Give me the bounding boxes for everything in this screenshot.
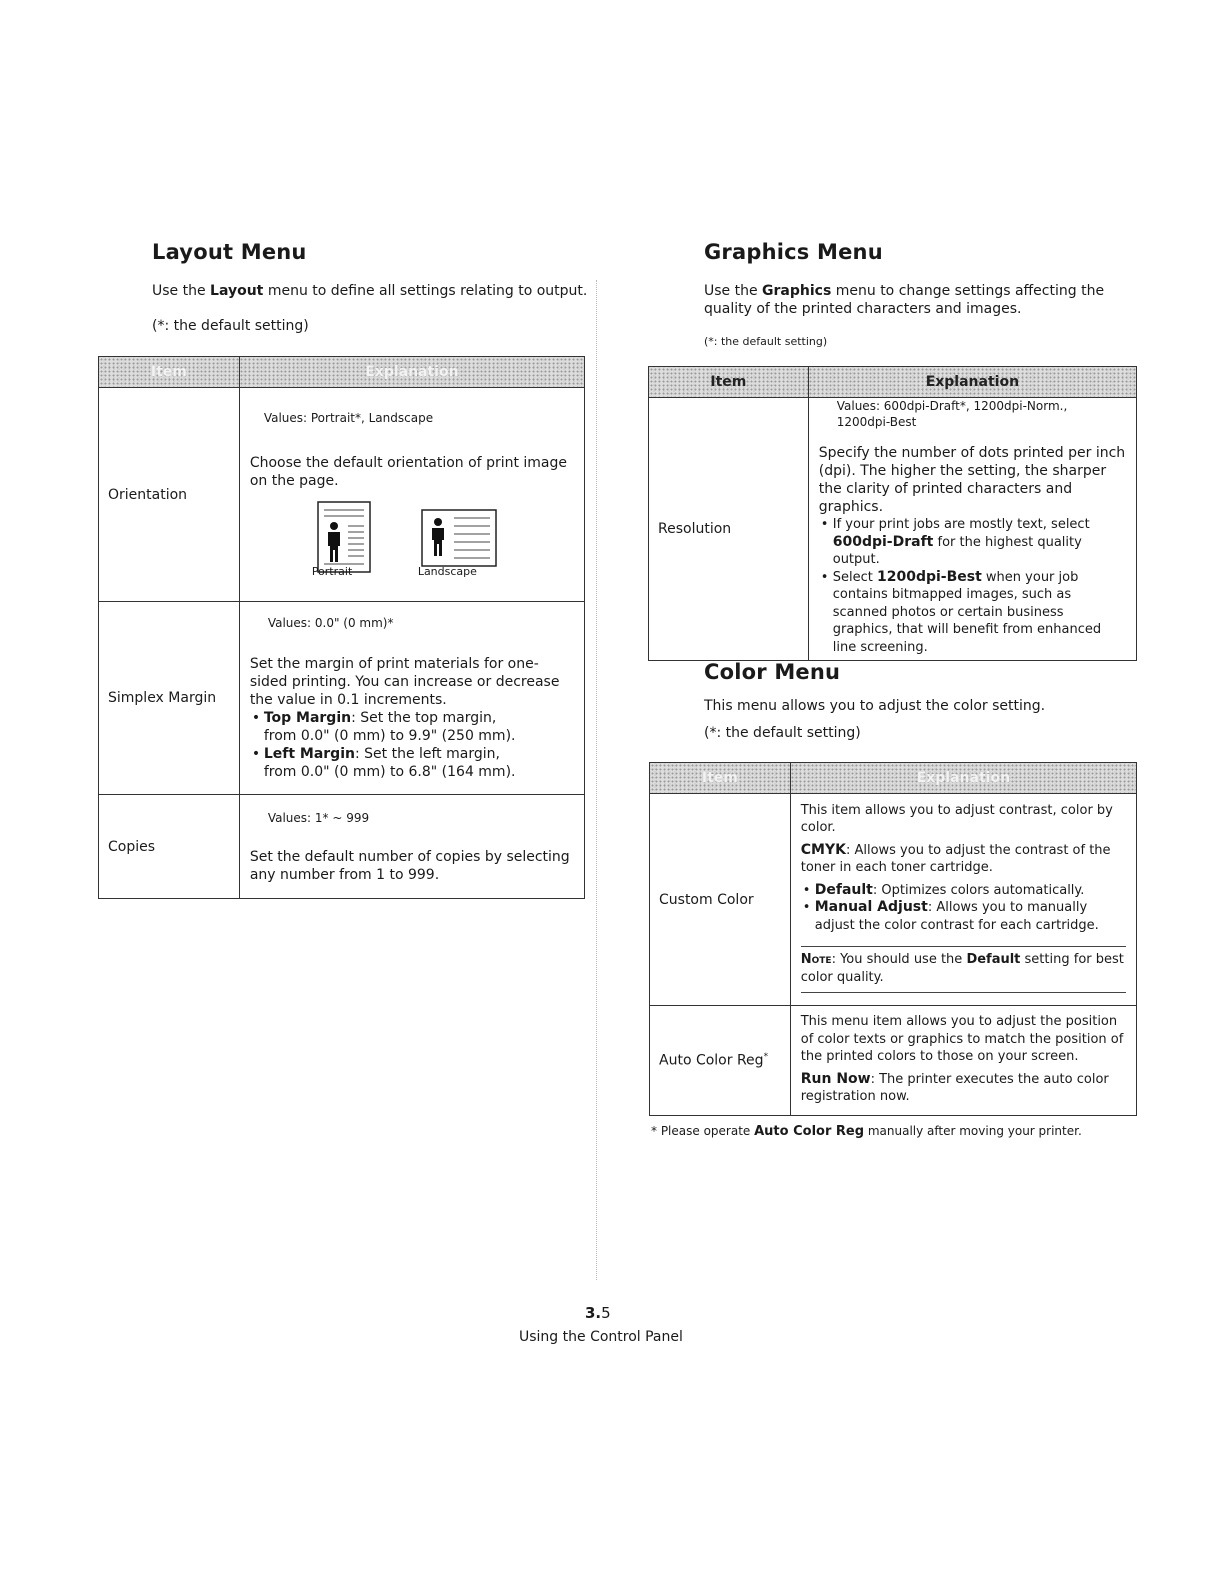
auto-color-reg-p1: This menu item allows you to adjust the position of color texts or graphics to match the position of the printed colors to those on your screen. [800, 1014, 1124, 1065]
orientation-values: Values: Portrait*, Landscape [263, 410, 434, 425]
custom-color-cmyk: CMYK: Allows you to adjust the contrast of the toner in each toner cartridge. [800, 841, 1111, 876]
page-number: 3.5 [585, 1304, 611, 1322]
graphics-intro: Use the Graphics menu to change settings affecting the quality of the printed characters and images. [704, 283, 1105, 317]
layout-table-header-explanation: Explanation [239, 357, 584, 388]
item-orientation: Orientation [99, 388, 240, 602]
footer-section-title: Using the Control Panel [519, 1329, 683, 1345]
orientation-illustrations [250, 500, 574, 580]
table-row [99, 388, 585, 602]
list-item: • Left Margin: Set the left margin, from 0.0" (0 mm) to 6.8" (164 mm). [250, 745, 574, 781]
item-copies: Copies [99, 795, 240, 899]
color-intro: This menu allows you to adjust the color setting. [704, 698, 1046, 714]
landscape-label: Landscape [417, 564, 477, 578]
auto-color-reg-run-now: Run Now: The printer executes the auto color registration now. [800, 1070, 1109, 1105]
simplex-values: Values: 0.0" (0 mm)* [267, 616, 394, 630]
layout-table [98, 356, 585, 899]
custom-color-bullets [801, 882, 1126, 935]
resolution-desc: Specify the number of dots printed per inch (dpi). The higher the setting, the sharper the clarity of printed characters and graphics. [818, 445, 1126, 515]
item-simplex-margin: Simplex Margin [99, 602, 240, 795]
color-default-note: (*: the default setting) [704, 725, 861, 741]
table-row [650, 794, 1137, 1006]
portrait-label: Portrait [311, 564, 353, 578]
list-item: • Select 1200dpi-Best when your job contains bitmapped images, such as scanned photos or certain business graphics, that will benefit from enhanced line screening. [819, 569, 1126, 657]
color-footnote: * Please operate Auto Color Reg manually after moving your printer. [651, 1124, 1082, 1139]
layout-menu-title: Layout Menu [152, 240, 307, 264]
graphics-table [648, 366, 1137, 661]
resolution-bullets [819, 516, 1126, 656]
copies-desc: Set the default number of copies by selecting any number from 1 to 999. [249, 848, 570, 883]
resolution-values: Values: 600dpi-Draft*, 1200dpi-Norm., 1200dpi-Best [836, 399, 1068, 429]
color-table-header-explanation: Explanation [790, 763, 1136, 794]
table-row [650, 1006, 1137, 1116]
orientation-desc: Choose the default orientation of print image on the page. [249, 454, 568, 489]
layout-intro: Use the Layout menu to define all settings relating to output. [152, 283, 588, 299]
item-auto-color-reg: Auto Color Reg* [650, 1006, 791, 1116]
custom-color-note: Note: You should use the Default setting for best color quality. [801, 947, 1126, 993]
column-divider [596, 280, 597, 1280]
item-resolution: Resolution [649, 398, 809, 661]
color-table-header-item: Item [650, 763, 791, 794]
custom-color-p1: This item allows you to adjust contrast, color by color. [800, 802, 1113, 836]
table-row [99, 602, 585, 795]
color-table [649, 762, 1137, 1116]
list-item: • Top Margin: Set the top margin, from 0.0" (0 mm) to 9.9" (250 mm). [250, 709, 574, 745]
table-row [99, 795, 585, 899]
graphics-table-header-item: Item [649, 367, 809, 398]
layout-table-header-item: Item [99, 357, 240, 388]
color-menu-title: Color Menu [704, 660, 841, 684]
simplex-desc: Set the margin of print materials for one-sided printing. You can increase or decrease the value in 0.1 increments. [249, 656, 560, 708]
item-custom-color: Custom Color [650, 794, 791, 1006]
table-row [649, 398, 1137, 661]
copies-values: Values: 1* ~ 999 [267, 810, 370, 825]
graphics-default-note: (*: the default setting) [704, 335, 828, 348]
list-item: • If your print jobs are mostly text, select 600dpi-Draft for the highest quality output. [819, 516, 1126, 569]
simplex-bullets [250, 709, 574, 781]
layout-default-note: (*: the default setting) [152, 318, 309, 334]
list-item: • Manual Adjust: Allows you to manually adjust the color contrast for each cartridge. [801, 899, 1126, 934]
graphics-menu-title: Graphics Menu [704, 240, 883, 264]
landscape-page-icon [420, 508, 500, 570]
graphics-table-header-explanation: Explanation [808, 367, 1136, 398]
list-item: • Default: Optimizes colors automatically. [801, 882, 1126, 900]
